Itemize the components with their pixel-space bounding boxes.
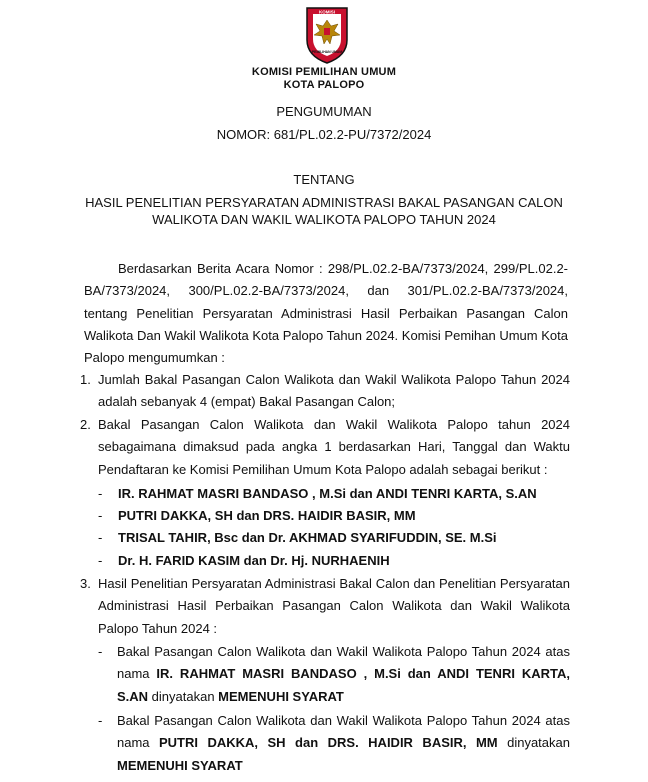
result-2 [117,710,570,777]
item-2-text: Bakal Pasangan Calon Walikota dan Wakil Walikota Palopo tahun 2024 sebagaimana dimaksud pada angka 1 berdasarkan Hari, Tanggal dan Waktu Pendaftaran ke Komisi Pemilihan Umum Kota Palopo adalah sebagai berikut : [98,417,570,477]
list-dash: - [98,486,103,501]
subject-line-1: HASIL PENELITIAN PERSYARATAN ADMINISTRASI BAKAL PASANGAN CALON [85,195,563,210]
item-number: 2. [80,417,91,432]
result-1-candidate: IR. RAHMAT MASRI BANDASO , M.Si dan ANDI TENRI KARTA, S.AN [117,666,570,704]
item-number: 3. [80,576,91,591]
item-3-text: Hasil Penelitian Persyaratan Administrasi Bakal Calon dan Penelitian Persyaratan Administrasi Hasil Perbaikan Pasangan Calon Walikota dan Wakil Walikota Palopo Tahun 2024 : [98,576,570,636]
result-1 [117,641,570,708]
list-dash: - [98,508,103,523]
svg-text:KOMISI: KOMISI [318,9,336,15]
result-2-connector: dinyatakan [497,735,570,751]
kpu-logo [304,6,350,64]
result-2-candidate: PUTRI DAKKA, SH dan DRS. HAIDIR BASIR, MM [159,735,498,751]
list-dash: - [98,644,103,659]
org-city: KOTA PALOPO [283,79,365,91]
candidate-pair-3: TRISAL TAHIR, Bsc dan Dr. AKHMAD SYARIFUDDIN, SE. M.Si [118,530,497,545]
org-name: KOMISI PEMILIHAN UMUM [251,66,397,78]
result-2-status: MEMENUHI SYARAT [117,757,243,773]
subject-line-2: WALIKOTA DAN WAKIL WALIKOTA PALOPO TAHUN 2024 [152,212,496,227]
candidate-pair-4: Dr. H. FARID KASIM dan Dr. Hj. NURHAENIH [118,553,390,568]
list-dash: - [98,530,103,545]
svg-text:PEMILIHAN UMUM: PEMILIHAN UMUM [311,50,343,54]
item-number: 1. [80,372,91,387]
result-1-connector: dinyatakan [148,688,219,704]
tentang-label: TENTANG [293,172,355,187]
result-2-text: Bakal Pasangan Calon Walikota dan Wakil Walikota Palopo Tahun 2024 atas nama [117,713,570,751]
candidate-pair-2: PUTRI DAKKA, SH dan DRS. HAIDIR BASIR, MM [118,508,416,523]
candidate-pair-1: IR. RAHMAT MASRI BANDASO , M.Si dan ANDI TENRI KARTA, S.AN [118,486,537,501]
document-heading: PENGUMUMAN [276,104,372,119]
intro-paragraph: Berdasarkan Berita Acara Nomor : 298/PL.02.2-BA/7373/2024, 299/PL.02.2-BA/7373/2024, 300/PL.02.2-BA/7373/2024, dan 301/PL.02.2-BA/7373/2024, tentang Penelitian Persyaratan Administrasi Hasil Perbaikan Pasangan Calon Walikota Dan Wakil Walikota Kota Palopo Tahun 2024. Komisi Pemihan Umum Kota Palopo mengumumkan : [84,261,568,366]
item-1-text: Jumlah Bakal Pasangan Calon Walikota dan Wakil Walikota Palopo Tahun 2024 adalah sebanyak 4 (empat) Bakal Pasangan Calon; [98,372,570,410]
result-1-text: Bakal Pasangan Calon Walikota dan Wakil Walikota Palopo Tahun 2024 atas nama [117,644,570,682]
list-dash: - [98,553,103,568]
result-1-status: MEMENUHI SYARAT [218,688,344,704]
list-dash: - [98,713,103,728]
document-number: NOMOR: 681/PL.02.2-PU/7372/2024 [216,127,432,142]
